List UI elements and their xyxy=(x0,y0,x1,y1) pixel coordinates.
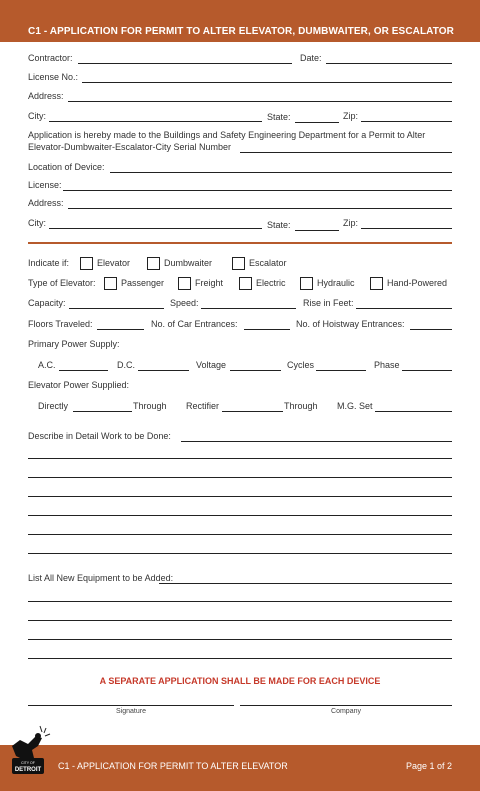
car-entrances-field[interactable] xyxy=(244,329,290,330)
escalator-checkbox[interactable] xyxy=(232,257,245,270)
hoistway-entrances-label: No. of Hoistway Entrances: xyxy=(296,319,405,329)
indicate-label: Indicate if: xyxy=(28,258,70,268)
hydraulic-checkbox[interactable] xyxy=(300,277,313,290)
logo-text: DETROIT xyxy=(14,767,42,773)
passenger-checkbox[interactable] xyxy=(104,277,117,290)
company-caption: Company xyxy=(331,708,361,715)
section-divider xyxy=(28,242,452,244)
dumbwaiter-checkbox[interactable] xyxy=(147,257,160,270)
work-line[interactable] xyxy=(28,477,452,478)
passenger-option-label: Passenger xyxy=(121,278,165,288)
rectifier-label: Rectifier xyxy=(186,401,220,411)
device-address-field[interactable] xyxy=(68,208,452,209)
electric-option-label: Electric xyxy=(256,278,286,288)
city-label: City: xyxy=(28,111,46,121)
hydraulic-option-label: Hydraulic xyxy=(317,278,355,288)
floors-field[interactable] xyxy=(97,329,144,330)
speed-field[interactable] xyxy=(201,308,296,309)
hand-powered-checkbox[interactable] xyxy=(370,277,383,290)
voltage-label: Voltage xyxy=(196,360,227,370)
device-state-field[interactable] xyxy=(295,230,339,231)
device-zip-field[interactable] xyxy=(361,228,452,229)
mg-set-label: M.G. Set xyxy=(337,401,373,411)
floors-label: Floors Traveled: xyxy=(28,319,93,329)
work-line[interactable] xyxy=(28,458,452,459)
signature-caption: Signature xyxy=(116,708,146,715)
directly-label: Directly xyxy=(38,401,69,411)
statement-line-1: Application is hereby made to the Buildings and Safety Engineering Department for a Permit to Alter xyxy=(28,130,426,140)
work-line[interactable] xyxy=(28,496,452,497)
separate-application-notice: A SEPARATE APPLICATION SHALL BE MADE FOR EACH DEVICE xyxy=(99,676,381,686)
work-line[interactable] xyxy=(181,441,452,442)
location-label: Location of Device: xyxy=(28,162,105,172)
detroit-logo xyxy=(6,724,52,778)
equipment-line[interactable] xyxy=(28,639,452,640)
hand-powered-option-label: Hand-Powered xyxy=(387,278,448,288)
device-state-label: State: xyxy=(267,220,291,230)
page-header xyxy=(0,0,480,42)
through-label-1: Through xyxy=(133,401,167,411)
escalator-option-label: Escalator xyxy=(249,258,287,268)
freight-checkbox[interactable] xyxy=(178,277,191,290)
device-city-label: City: xyxy=(28,218,46,228)
state-field[interactable] xyxy=(295,122,339,123)
device-license-label: License: xyxy=(28,180,62,190)
device-address-label: Address: xyxy=(28,198,64,208)
phase-label: Phase xyxy=(374,360,400,370)
dumbwaiter-option-label: Dumbwaiter xyxy=(164,258,213,268)
equipment-label: List All New Equipment to be Added: xyxy=(28,573,174,583)
license-no-label: License No.: xyxy=(28,72,79,82)
work-label: Describe in Detail Work to be Done: xyxy=(28,431,171,441)
contractor-field[interactable] xyxy=(78,63,292,64)
work-line[interactable] xyxy=(28,534,452,535)
cycles-field[interactable] xyxy=(316,370,366,371)
address-label: Address: xyxy=(28,91,64,101)
rectifier-field[interactable] xyxy=(222,411,283,412)
rise-field[interactable] xyxy=(356,308,452,309)
primary-power-label: Primary Power Supply: xyxy=(28,339,120,349)
directly-field[interactable] xyxy=(73,411,132,412)
hoistway-entrances-field[interactable] xyxy=(410,329,452,330)
zip-field[interactable] xyxy=(361,121,452,122)
elevator-power-label: Elevator Power Supplied: xyxy=(28,380,130,390)
speed-label: Speed: xyxy=(170,298,199,308)
capacity-field[interactable] xyxy=(69,308,164,309)
through-label-2: Through xyxy=(284,401,318,411)
signature-field[interactable] xyxy=(28,705,234,706)
contractor-label: Contractor: xyxy=(28,53,73,63)
type-of-elevator-label: Type of Elevator: xyxy=(28,278,96,288)
equipment-line[interactable] xyxy=(28,620,452,621)
zip-label: Zip: xyxy=(343,111,359,121)
address-field[interactable] xyxy=(68,101,452,102)
phase-field[interactable] xyxy=(402,370,452,371)
freight-option-label: Freight xyxy=(195,278,224,288)
footer-title: C1 - APPLICATION FOR PERMIT TO ALTER ELEVATOR xyxy=(58,761,288,771)
dc-field[interactable] xyxy=(138,370,189,371)
equipment-line[interactable] xyxy=(28,658,452,659)
work-line[interactable] xyxy=(28,553,452,554)
license-no-field[interactable] xyxy=(82,82,452,83)
device-license-field[interactable] xyxy=(63,190,452,191)
elevator-option-label: Elevator xyxy=(97,258,131,268)
device-zip-label: Zip: xyxy=(343,218,359,228)
state-label: State: xyxy=(267,112,291,122)
rise-label: Rise in Feet: xyxy=(303,298,354,308)
statement-line-2: Elevator-Dumbwaiter-Escalator-City Serial Number xyxy=(28,142,232,152)
ac-field[interactable] xyxy=(59,370,108,371)
mg-set-field[interactable] xyxy=(375,411,452,412)
logo-small-text: CITY OF xyxy=(21,761,35,765)
ac-label: A.C. xyxy=(38,360,56,370)
location-field[interactable] xyxy=(110,172,452,173)
city-field[interactable] xyxy=(49,121,262,122)
device-city-field[interactable] xyxy=(49,228,262,229)
equipment-line[interactable] xyxy=(159,583,452,584)
elevator-checkbox[interactable] xyxy=(80,257,93,270)
electric-checkbox[interactable] xyxy=(239,277,252,290)
car-entrances-label: No. of Car Entrances: xyxy=(151,319,238,329)
capacity-label: Capacity: xyxy=(28,298,66,308)
dc-label: D.C. xyxy=(117,360,135,370)
equipment-line[interactable] xyxy=(28,601,452,602)
work-line[interactable] xyxy=(28,515,452,516)
form-title: C1 - APPLICATION FOR PERMIT TO ALTER ELEVATOR, DUMBWAITER, OR ESCALATOR xyxy=(28,26,454,37)
cycles-label: Cycles xyxy=(287,360,315,370)
page-footer xyxy=(0,745,480,791)
company-field[interactable] xyxy=(240,705,452,706)
voltage-field[interactable] xyxy=(230,370,281,371)
page-number: Page 1 of 2 xyxy=(405,761,452,771)
date-label: Date: xyxy=(300,53,322,63)
serial-number-field[interactable] xyxy=(240,152,452,153)
date-field[interactable] xyxy=(326,63,452,64)
